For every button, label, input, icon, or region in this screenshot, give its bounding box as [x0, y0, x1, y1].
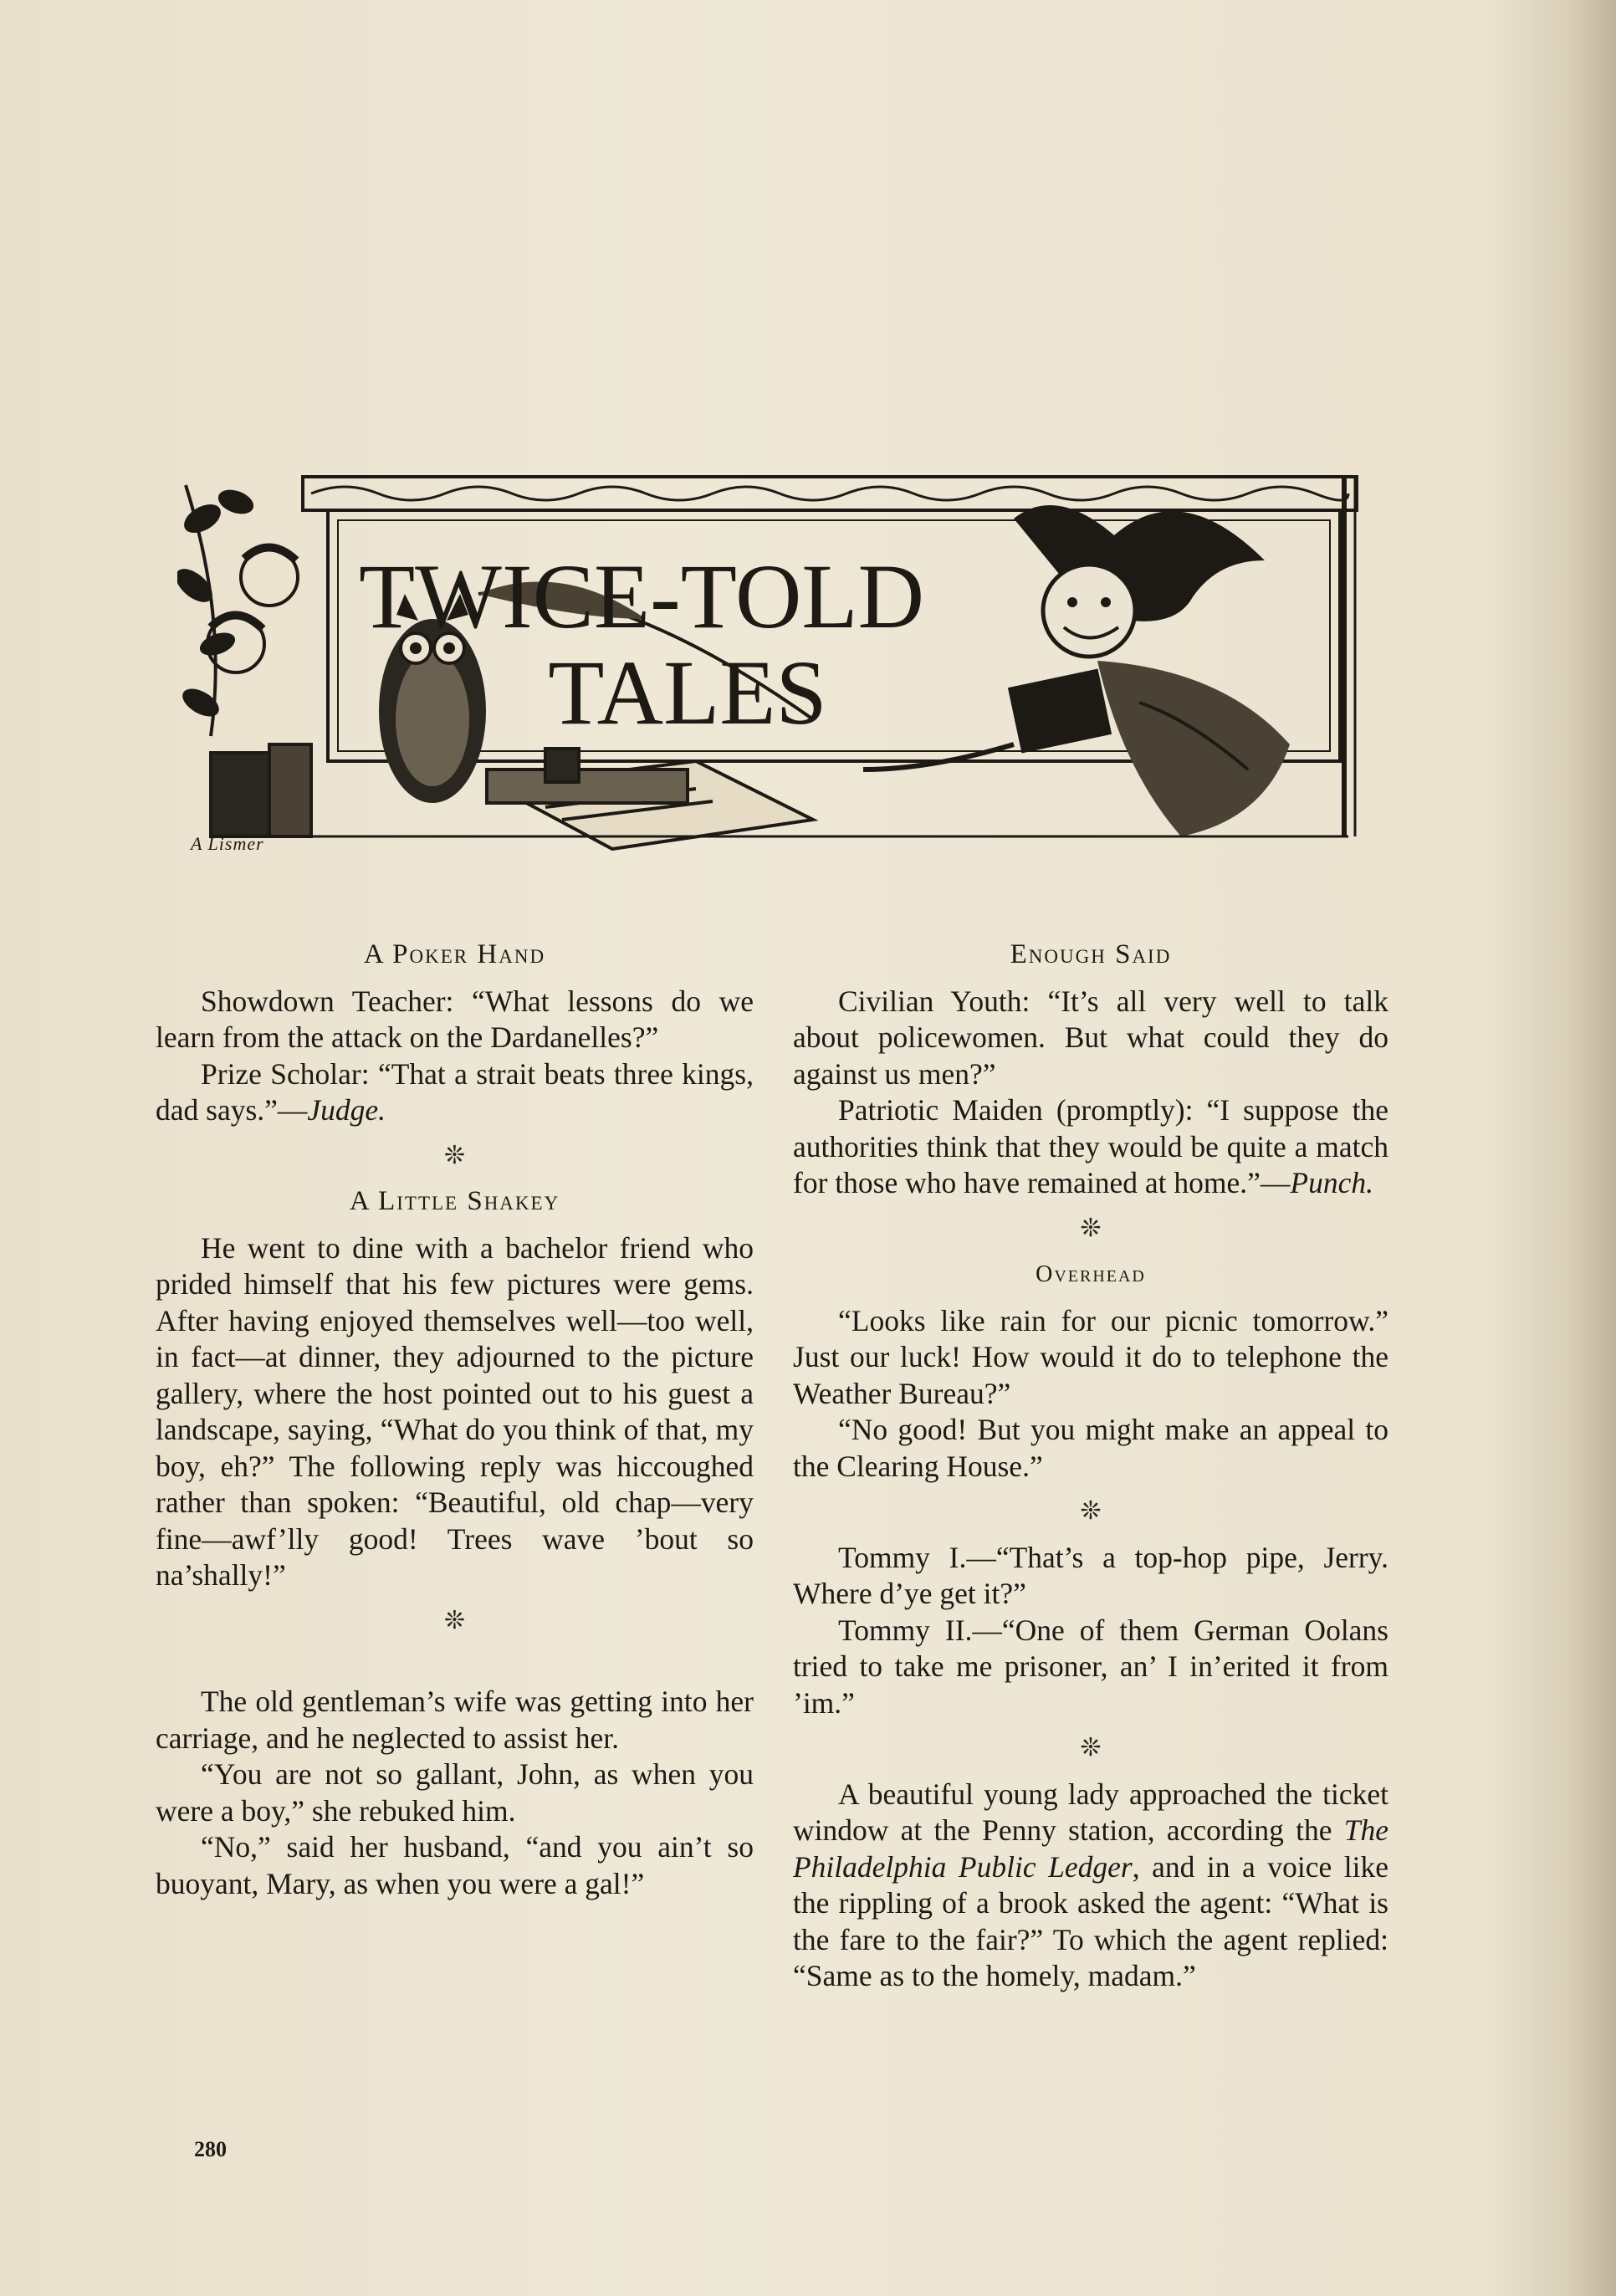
source-punch: Punch.: [1290, 1166, 1373, 1199]
gallant-p3: “No,” said her husband, “and you ain’t so buoyant, Mary, as when you were a gal!”: [156, 1830, 754, 1900]
header-title-line1: TWICE-TOLD: [358, 545, 925, 647]
little-shakey-p1: He went to dine with a bachelor friend who prided himself that his few pictures were gems. After having enjoyed themselves well—too well, in fact—at dinner, they adjourned to the picture gallery, where the host pointed out to his guest a landscape, saying, “What do you think of that, my boy, eh?” The following reply was hiccoughed rather than spoken: “Beautiful, old chap—very fine—awf’lly good! Trees wave ’bout so na’shally!”: [156, 1230, 754, 1592]
poker-hand-p2: [156, 1056, 754, 1129]
penny-station-p1b: , and in a voice like the rippling of a brook asked the agent: “What is the fare to the fair?” To which the agent replied: “Same as to the homely, madam.”: [793, 1849, 1388, 1992]
left-column: [156, 937, 754, 1902]
enough-said-p2: [793, 1092, 1388, 1202]
header-illustration: [177, 468, 1373, 862]
gallant-p1: The old gentleman’s wife was getting into her carriage, and he neglected to assist her.: [156, 1685, 754, 1755]
tommy-p1: Tommy I.—“That’s a top-hop pipe, Jerry. Where d’ye get it?”: [793, 1540, 1388, 1610]
artist-signature: A Lismer: [191, 833, 264, 854]
separator-ornament-icon: ❊: [1080, 1497, 1102, 1525]
source-judge: Judge.: [307, 1093, 386, 1127]
heading-overhead: Overhead: [1036, 1261, 1146, 1287]
header-title-line2: TALES: [548, 642, 827, 744]
poker-hand-p2-text: Prize Scholar: “That a strait beats three kings, dad says.”—: [156, 1056, 754, 1127]
jester-icon: [863, 505, 1290, 836]
show-through-text: [159, 117, 1397, 184]
enough-said-p1: Civilian Youth: “It’s all very well to talk about policewomen. But what could they do against us men?”: [793, 984, 1388, 1091]
penny-station-p1a: A beautiful young lady approached the ticket window at the Penny station, according the: [793, 1777, 1388, 1847]
enough-said-p2-text: Patriotic Maiden (promptly): “I suppose the authorities think that they would be quite a match for those who have remained at home.”—: [793, 1093, 1388, 1199]
right-column: [793, 937, 1388, 1995]
heading-poker-hand: A Poker Hand: [363, 939, 546, 969]
heading-enough-said: Enough Said: [1010, 939, 1172, 969]
child-faces-icon: [207, 547, 298, 672]
separator-ornament-icon: ❊: [1080, 1734, 1102, 1762]
gallant-p2: “You are not so gallant, John, as when you were a boy,” she rebuked him.: [156, 1757, 754, 1828]
separator-ornament-icon: ❊: [443, 1141, 466, 1169]
leaf-branch-icon: [177, 485, 257, 736]
page-number: 280: [194, 2137, 227, 2161]
separator-ornament-icon: ❊: [443, 1606, 466, 1634]
overhead-p1: “Looks like rain for our picnic tomorrow.” Just our luck! How would it do to telephone the Weather Bureau?”: [793, 1303, 1388, 1410]
poker-hand-p1: Showdown Teacher: “What lessons do we learn from the attack on the Dardanelles?”: [156, 984, 754, 1054]
separator-ornament-icon: ❊: [1080, 1214, 1102, 1242]
penny-station-p1: [793, 1777, 1388, 1995]
heading-little-shakey: A Little Shakey: [349, 1186, 560, 1216]
tommy-p2: Tommy II.—“One of them German Oolans tried to take me prisoner, an’ I in’erited it from ’im.”: [793, 1613, 1388, 1720]
source-public-ledger: The Philadelphia Public Ledger: [793, 1813, 1388, 1884]
overhead-p2: “No good! But you might make an appeal to the Clearing House.”: [793, 1413, 1388, 1483]
header-illustration-svg: [177, 468, 1373, 862]
